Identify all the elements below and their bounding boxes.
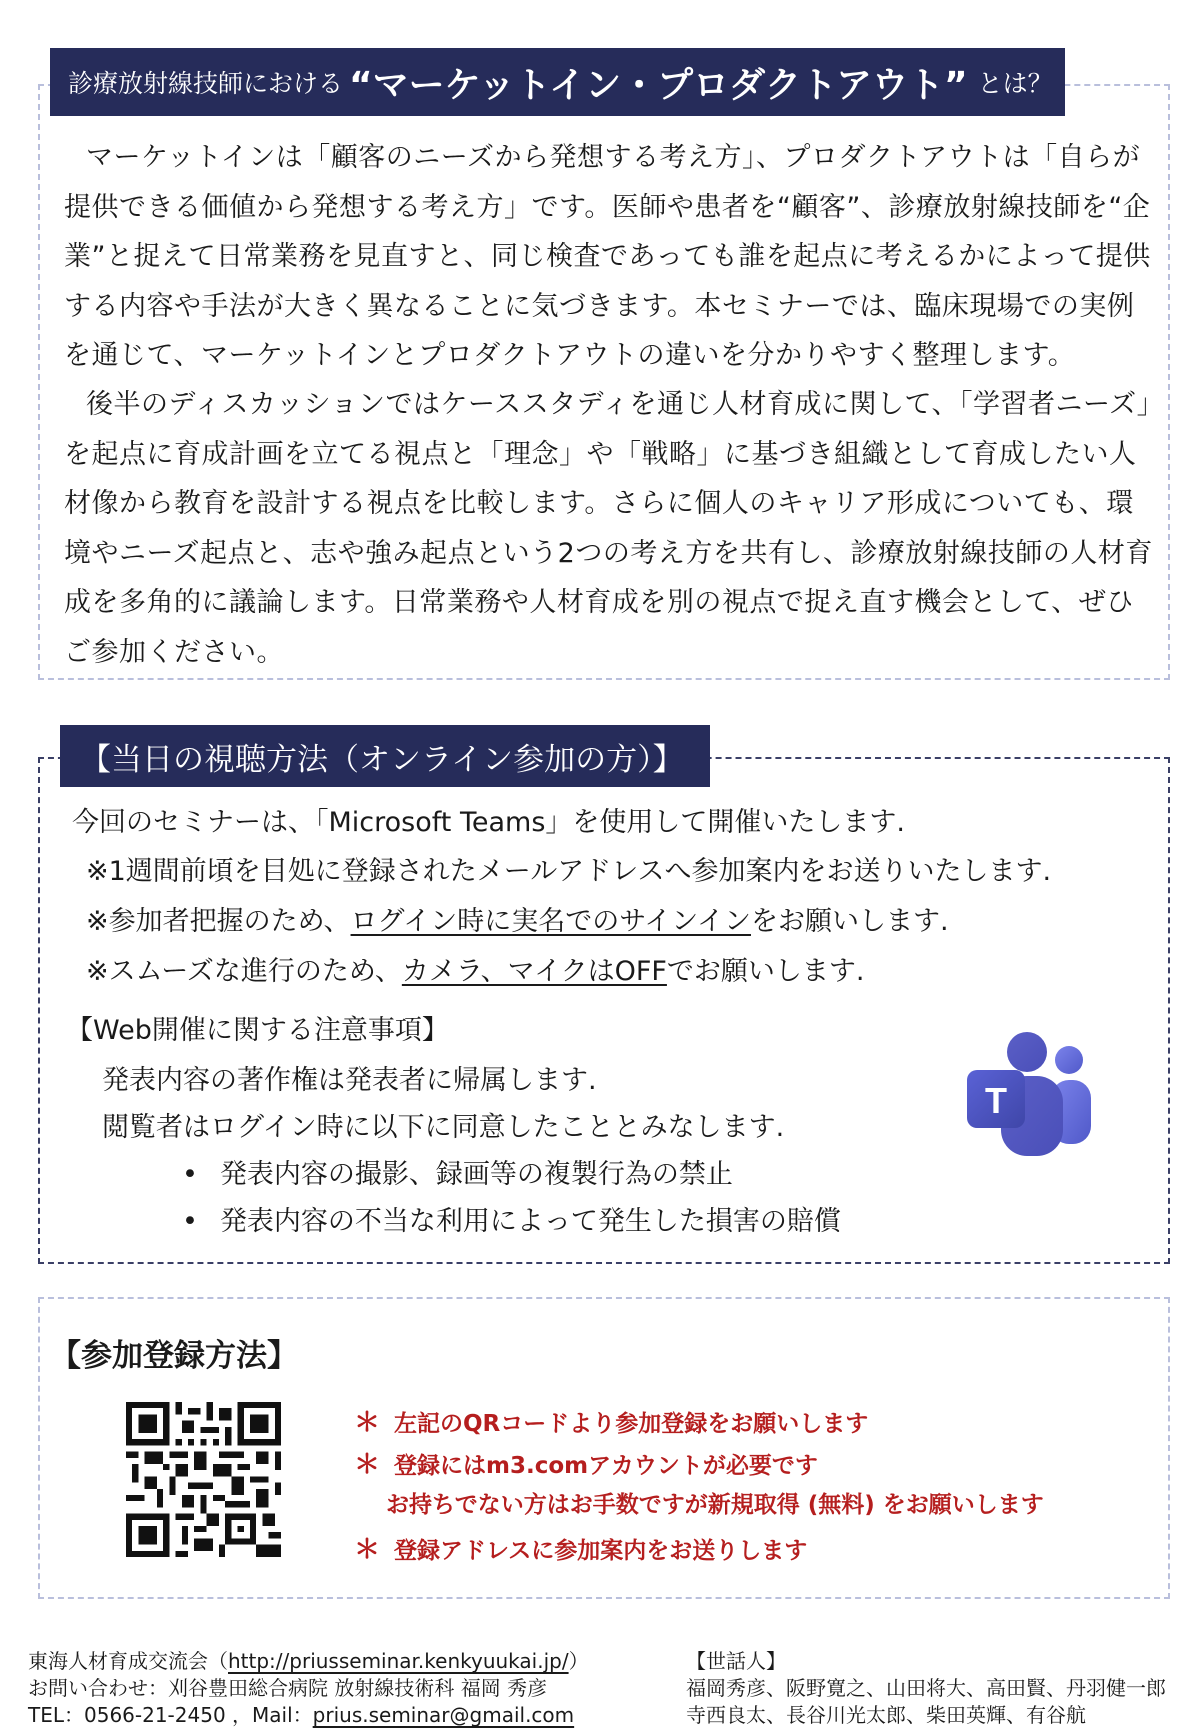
footer-tel-mail: TEL：0566-21-2450 ，Mail：prius.seminar@gmail.com [28,1703,575,1727]
title-main: “マーケットイン・プロダクトアウト” [349,64,968,106]
footer-contact [28,1648,589,1729]
title-suffix: とは？ [977,69,1053,98]
registration-qr-code[interactable] [126,1402,281,1557]
registration-item-new-account: お持ちでない方はお手数ですが新規取得 (無料) をお願いします [386,1492,1044,1518]
web-notice-heading: 【Web開催に関する注意事項】 [66,1015,449,1046]
footer-url-link[interactable]: http://priusseminar.kenkyuukai.jp/ [228,1649,569,1673]
registration-item-qr: ＊ 左記のQRコードより参加登録をお願いします [354,1408,869,1438]
footer-inquiry: お問い合わせ：刈谷豊田総合病院 放射線技術科 福岡 秀彦 [28,1676,548,1700]
title-prefix: 診療放射線技師における [68,69,344,98]
registration-heading: 【参加登録方法】 [50,1338,298,1374]
viewing-note-signin: ※参加者把握のため、ログイン時に実名でのサインインをお願いします. [86,906,949,937]
viewing-note-camera: ※スムーズな進行のため、カメラ、マイクはOFFでお願いします. [86,956,865,987]
teams-logo-letter: T [985,1080,1007,1121]
viewing-title: 【当日の視聴方法（オンライン参加の方）】 [60,725,710,787]
organizers-heading: 【世話人】 [686,1649,786,1673]
intro-paragraph-1: マーケットインは「顧客のニーズから発想する考え方」、プロダクトアウトは「自らが提供できる価値から発想する考え方」です。医師や患者を“顧客”、診療放射線技師を“企業”と捉えて日常業務を見直すと、同じ検査であっても誰を起点に考えるかによって提供する内容や手法が大きく異なることに気づきます。本セミナーでは、臨床現場での実例を通じて、マーケットインとプロダクトアウトの違いを分かりやすく整理します。 [64,142,1151,371]
registration-item-account: ＊ 登録にはm3.comアカウントが必要です [354,1450,818,1480]
web-notice-bullet-2: • 発表内容の不当な利用によって発生した損害の賠償 [182,1199,841,1238]
intro-paragraph-2: 後半のディスカッションではケーススタディを通じ人材育成に関して、「学習者ニーズ」を起点に育成計画を立てる視点と「理念」や「戦略」に基づき組織として育成したい人材像から教育を設計する視点を比較します。さらに個人のキャリア形成についても、環境やニーズ起点と、志や強み起点という2つの考え方を共有し、診療放射線技師の人材育成を多角的に議論します。日常業務や人材育成を別の視点で捉え直す機会として、ぜひご参加ください。 [64,389,1153,668]
viewing-intro: 今回のセミナーは、「Microsoft Teams」を使用して開催いたします. [72,807,905,838]
teams-logo-icon [965,1030,1095,1158]
registration-item-email: ＊ 登録アドレスに参加案内をお送りします [354,1535,808,1565]
web-notice-bullet-1: • 発表内容の撮影、録画等の複製行為の禁止 [182,1152,733,1191]
organizers-list-2: 寺西良太、長谷川光太郎、柴田英輝、有谷航 [686,1703,1086,1727]
organizers-list-1: 福岡秀彦、阪野寛之、山田将大、高田賢、丹羽健一郎 [686,1676,1166,1700]
section-title [50,48,1065,116]
web-notice-consent: 閲覧者はログイン時に以下に同意したこととみなします. [102,1112,785,1143]
footer-mail-link[interactable]: prius.seminar@gmail.com [312,1703,575,1727]
web-notice-copyright: 発表内容の著作権は発表者に帰属します. [102,1065,597,1096]
footer-organization: 東海人材育成交流会（http://priusseminar.kenkyuukai.jp/） [28,1649,589,1673]
viewing-note-email: ※1週間前頃を目処に登録されたメールアドレスへ参加案内をお送りいたします. [86,856,1052,887]
footer-organizers [686,1648,1166,1729]
